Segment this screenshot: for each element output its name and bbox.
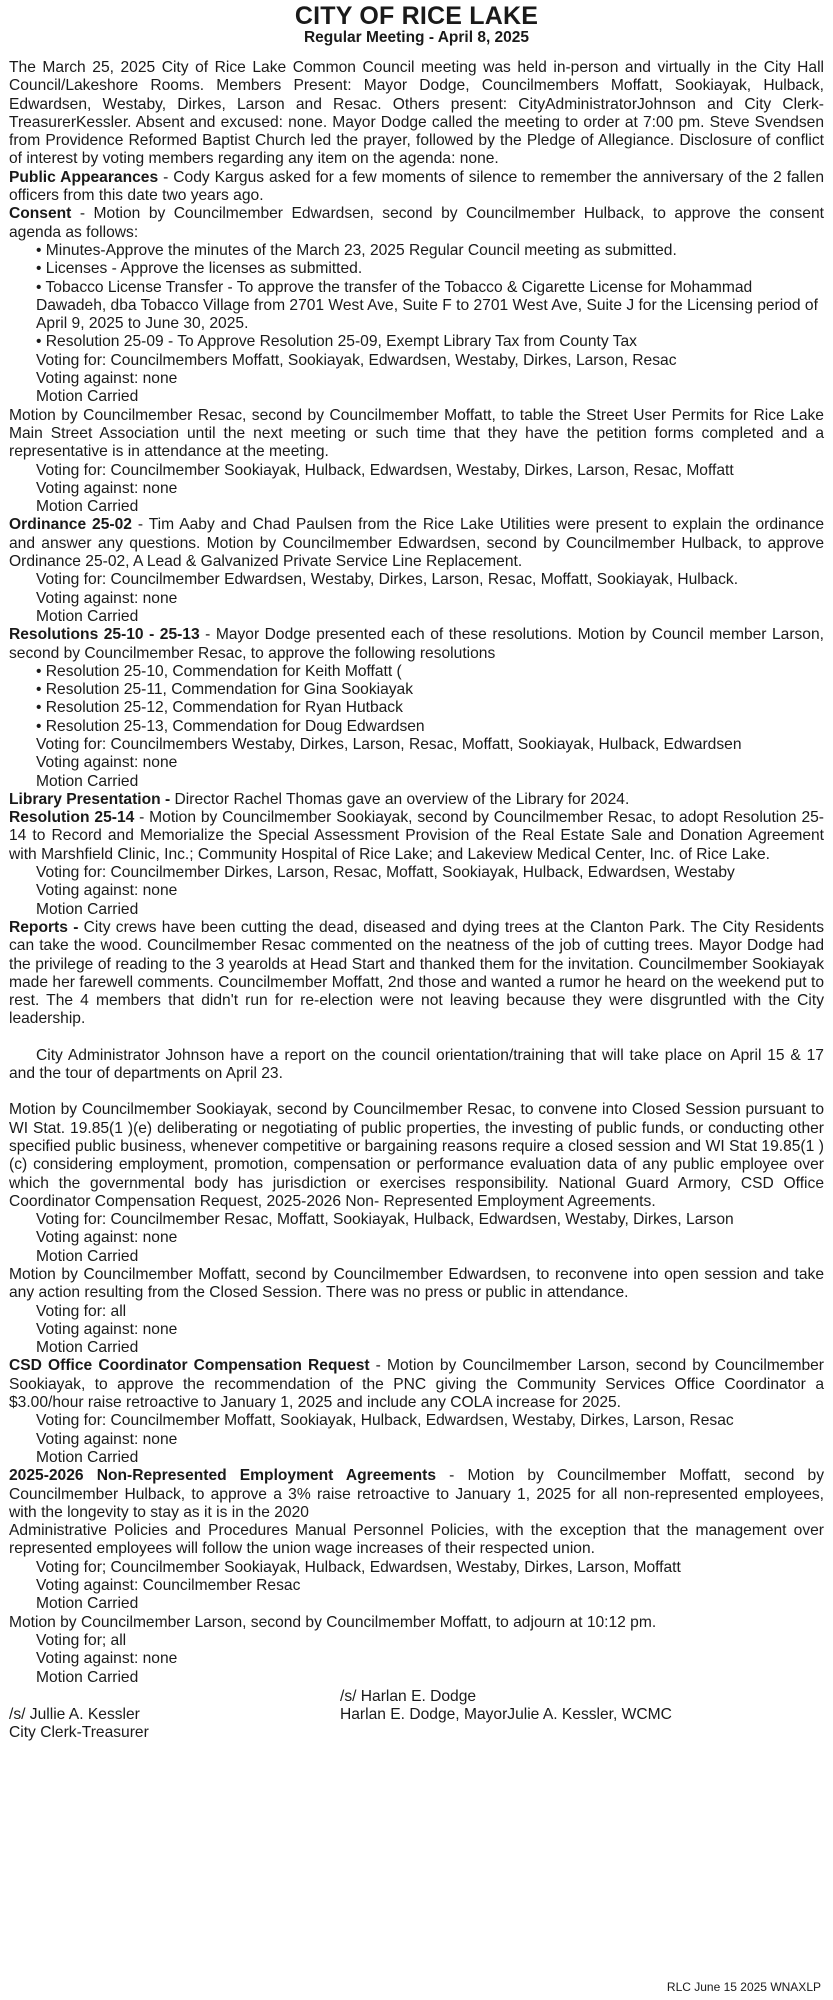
- clerk-signature: [9, 1688, 340, 1743]
- consent-item: • Resolution 25-09 - To Approve Resolution 25-09, Exempt Library Tax from County Tax: [36, 333, 637, 351]
- vote-against: Voting against: Councilmember Resac: [36, 1577, 301, 1595]
- vote-for: Voting for: Councilmembers Westaby, Dirkes, Larson, Resac, Moffatt, Sookiayak, Hulback, Edwardsen: [36, 735, 742, 753]
- notice-subtitle: Regular Meeting - April 8, 2025: [303, 29, 530, 46]
- resolution-item: • Resolution 25-10, Commendation for Keith Moffatt (: [36, 662, 402, 680]
- public-appearances-paragraph: [9, 169, 824, 206]
- consent-item: • Tobacco License Transfer - To approve the transfer of the Tobacco & Cigarette License for Mohammad Dawadeh, dba Tobacco Village from 2701 West Ave, Suite F to 2701 West Ave, Suite J for the Licensing period of April 9, 2025 to June 30, 2025.: [36, 278, 818, 333]
- resolutions-heading: Resolutions 25-10 - 25-13: [9, 626, 200, 644]
- vote-for: Voting for; all: [36, 1631, 127, 1649]
- motion-result: Motion Carried: [36, 1448, 139, 1466]
- motion-result: Motion Carried: [36, 1247, 139, 1265]
- reports-heading: Reports -: [9, 918, 79, 936]
- ordinance-paragraph: [9, 516, 824, 571]
- motion-result: Motion Carried: [36, 772, 139, 790]
- vote-for: Voting for: Councilmember Moffatt, Sookiayak, Hulback, Edwardsen, Westaby, Dirkes, Larson, Resac: [36, 1412, 734, 1430]
- table-motion-paragraph: Motion by Councilmember Resac, second by Councilmember Moffatt, to table the Street User Permits for Rice Lake Main Street Association until the next meeting or such time that they have the petition forms completed and a representative is in attendance at the meeting.: [9, 406, 824, 461]
- motion-result: Motion Carried: [36, 1668, 139, 1686]
- notice-title: CITY OF RICE LAKE: [294, 2, 539, 30]
- vote-for: Voting for: Councilmember Dirkes, Larson, Resac, Moffatt, Sookiayak, Hulback, Edwardsen, Westaby: [36, 864, 735, 882]
- vote-for: Voting for: Councilmember Resac, Moffatt, Sookiayak, Hulback, Edwardsen, Westaby, Dirkes, Larson: [36, 1211, 734, 1229]
- motion-result: Motion Carried: [36, 388, 139, 406]
- resolution-25-14-heading: Resolution 25-14: [9, 809, 135, 827]
- vote-against: Voting against: none: [36, 1320, 178, 1338]
- non-represented-paragraph-continued: Administrative Policies and Procedures Manual Personnel Policies, with the exception that the management over represented employees will follow the union wage increases of their respected union.: [9, 1522, 824, 1558]
- signature-block: [9, 1688, 824, 1743]
- vote-against: Voting against: none: [36, 589, 178, 607]
- vote-for: Voting for; Councilmember Sookiayak, Hulback, Edwardsen, Westaby, Dirkes, Larson, Moffatt: [36, 1558, 681, 1576]
- consent-item: • Minutes-Approve the minutes of the March 23, 2025 Regular Council meeting as submitted.: [36, 241, 677, 259]
- mayor-signature: [340, 1688, 824, 1743]
- csd-paragraph: [9, 1357, 824, 1412]
- resolutions-text: - Mayor Dodge presented each of these resolutions. Motion by Council member Larson, second by Councilmember Resac, to approve the following resolutions: [9, 626, 824, 662]
- non-represented-heading: 2025-2026 Non-Represented Employment Agreements: [9, 1467, 437, 1485]
- ordinance-heading: Ordinance 25-02: [9, 516, 132, 534]
- motion-result: Motion Carried: [36, 1339, 139, 1357]
- clerk-signature-line: /s/ Jullie A. Kessler: [9, 1705, 140, 1723]
- consent-item: • Licenses - Approve the licenses as submitted.: [36, 260, 363, 278]
- vote-for: Voting for: Councilmembers Moffatt, Sookiayak, Edwardsen, Westaby, Dirkes, Larson, Resac: [36, 351, 677, 369]
- vote-against: Voting against: none: [36, 370, 178, 388]
- paragraph-gap: [9, 1083, 824, 1101]
- intro-paragraph: The March 25, 2025 City of Rice Lake Common Council meeting was held in-person and virtually in the City Hall Council/Lakeshore Rooms. Members Present: Mayor Dodge, Councilmembers Moffatt, Sookiayak, Hulback, Edwardsen, Westaby, Dirkes, Larson and Resac. Others present: CityAdministratorJohnson and City Clerk-TreasurerKessler. Absent and excused: none. Mayor Dodge called the meeting to order at 7:00 pm. Steve Svendsen from Providence Reformed Baptist Church led the prayer, followed by the Pledge of Allegiance. Disclosure of conflict of interest by voting members regarding any item on the agenda: none.: [9, 59, 824, 168]
- motion-result: Motion Carried: [36, 607, 139, 625]
- reconvene-paragraph: Motion by Councilmember Moffatt, second by Councilmember Edwardsen, to reconvene into open session and take any action resulting from the Closed Session. There was no press or public in attendance.: [9, 1266, 824, 1302]
- motion-result: Motion Carried: [36, 900, 139, 918]
- csd-heading: CSD Office Coordinator Compensation Request: [9, 1357, 370, 1375]
- resolution-25-14-text: - Motion by Councilmember Sookiayak, second by Councilmember Resac, to adopt Resolution 25-14 to Record and Memorialize the Special Assessment Provision of the Real Estate Sale and Donation Agreement with Marshfield Clinic, Inc.; Community Hospital of Rice Lake; and Lakeview Medical Center, Inc. of Rice Lake.: [9, 809, 824, 863]
- vote-against: Voting against: none: [36, 479, 178, 497]
- clerk-title: City Clerk-Treasurer: [9, 1724, 149, 1742]
- reports-text: City crews have been cutting the dead, diseased and dying trees at the Clanton Park. The City Residents can take the wood. Councilmember Resac commented on the neatness of the job of cutting trees. Mayor Dodge had the privilege of reading to the 3 yearolds at Head Start and thanked them for the invitation. Councilmember Sookiayak made her farewell comments. Councilmember Moffatt, 2nd those and wanted a rumor he heard on the weekend put to rest. The 4 members that didn't run for re-election were not leaving because they were disgruntled with the City leadership.: [9, 918, 824, 1028]
- administrator-paragraph: City Administrator Johnson have a report on the council orientation/training that will take place on April 15 & 17 and the tour of departments on April 23.: [9, 1046, 824, 1083]
- vote-against: Voting against: none: [36, 1229, 178, 1247]
- consent-paragraph: [9, 205, 824, 242]
- vote-against: Voting against: none: [36, 754, 178, 772]
- resolutions-paragraph: [9, 626, 824, 663]
- vote-for: Voting for: Councilmember Edwardsen, Westaby, Dirkes, Larson, Resac, Moffatt, Sookiayak, Hulback.: [36, 571, 739, 589]
- publication-code: RLC June 15 2025 WNAXLP: [666, 1980, 821, 1994]
- public-appearances-heading: Public Appearances: [9, 168, 159, 186]
- minutes-body: [9, 59, 824, 1687]
- mayor-signature-line: /s/ Harlan E. Dodge: [340, 1687, 477, 1705]
- paragraph-gap: [9, 1029, 824, 1047]
- non-represented-text: - Motion by Councilmember Moffatt, second by Councilmember Hulback, to approve a 3% raise retroactive to January 1, 2025 for all non-represented employees, with the longevity to stay as it is in the 2020: [9, 1467, 824, 1521]
- resolution-item: • Resolution 25-12, Commendation for Ryan Hutback: [36, 699, 403, 717]
- vote-against: Voting against: none: [36, 1430, 178, 1448]
- mayor-name-line: Harlan E. Dodge, MayorJulie A. Kessler, WCMC: [340, 1706, 672, 1724]
- public-appearances-text: - Cody Kargus asked for a few moments of silence to remember the anniversary of the 2 fallen officers from this date two years ago.: [9, 168, 824, 205]
- reports-paragraph: [9, 919, 824, 1029]
- resolution-item: • Resolution 25-11, Commendation for Gina Sookiayak: [36, 681, 414, 699]
- motion-result: Motion Carried: [36, 498, 139, 516]
- motion-result: Motion Carried: [36, 1595, 139, 1613]
- library-heading: Library Presentation -: [9, 790, 171, 808]
- resolution-item: • Resolution 25-13, Commendation for Doug Edwardsen: [36, 717, 425, 735]
- vote-against: Voting against: none: [36, 1650, 178, 1668]
- vote-for: Voting for: all: [36, 1302, 127, 1320]
- closed-session-paragraph: Motion by Councilmember Sookiayak, second by Councilmember Resac, to convene into Closed Session pursuant to WI Stat. 19.85(1 )(e) deliberating or negotiating of public properties, the investing of public funds, or conducting other specified public business, whenever competitive or bargaining reasons require a closed session and WI Stat 19.85(1 )(c) considering employment, promotion, compensation or performance evaluation data of any public employee over which the governmental body has jurisdiction or exercises responsibility. National Guard Armory, CSD Office Coordinator Compensation Request, 2025-2026 Non- Represented Employment Agreements.: [9, 1101, 824, 1210]
- ordinance-text: - Tim Aaby and Chad Paulsen from the Rice Lake Utilities were present to explain the ordinance and answer any questions. Motion by Councilmember Edwardsen, second by Councilmember Hulback, to approve Ordinance 25-02, A Lead & Galvanized Private Service Line Replacement.: [9, 516, 824, 571]
- csd-text: - Motion by Councilmember Larson, second by Councilmember Sookiayak, to approve the recommendation of the PNC giving the Community Services Office Coordinator a $3.00/hour raise retroactive to January 1, 2025 and include any COLA increase for 2025.: [9, 1357, 824, 1412]
- non-represented-paragraph: [9, 1467, 824, 1522]
- library-text: Director Rachel Thomas gave an overview of the Library for 2024.: [170, 790, 630, 808]
- consent-text: - Motion by Councilmember Edwardsen, second by Councilmember Hulback, to approve the consent agenda as follows:: [9, 205, 824, 241]
- library-paragraph: [9, 791, 824, 809]
- consent-heading: Consent: [9, 205, 72, 223]
- resolution-25-14-paragraph: [9, 809, 824, 864]
- adjourn-paragraph: Motion by Councilmember Larson, second by Councilmember Moffatt, to adjourn at 10:12 pm.: [9, 1613, 657, 1631]
- vote-against: Voting against: none: [36, 882, 178, 900]
- vote-for: Voting for: Councilmember Sookiayak, Hulback, Edwardsen, Westaby, Dirkes, Larson, Resac, Moffatt: [36, 461, 734, 479]
